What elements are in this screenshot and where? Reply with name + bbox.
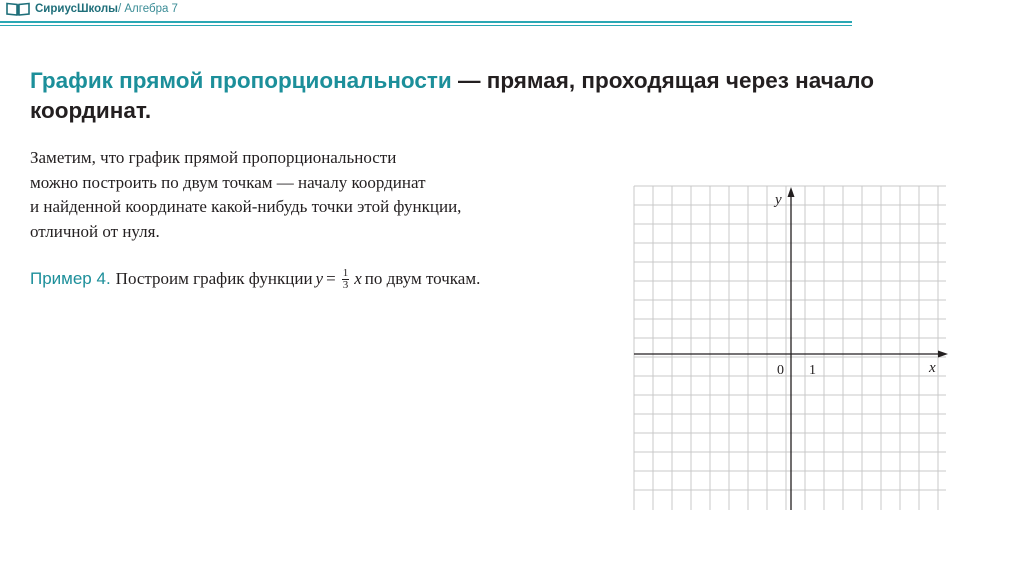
x-axis-arrow [938,351,948,358]
body-paragraph [30,146,620,244]
y-axis-label: y [775,192,782,208]
example-line [30,262,480,296]
fraction [342,268,350,291]
math-x: x [354,269,362,288]
brand-label [35,2,178,16]
open-book-icon [6,2,30,16]
title-accent: График прямой пропорциональности [30,68,452,93]
fraction-numerator: 1 [342,266,349,279]
y-axis-arrow [788,187,795,197]
body-line-3: и найденной координате какой-нибудь точки этой функции, [30,197,462,216]
title-rest: — прямая, проходящая через начало координат. [30,68,875,123]
body-line-4: отличной от нуля. [30,221,160,241]
coordinate-grid [630,182,960,517]
unit-label: 1 [809,363,816,378]
grid-lines [634,186,946,510]
brand [6,1,178,17]
brand-sub: / Алгебра 7 [118,3,178,15]
fraction-denominator: 3 [342,278,349,291]
header-rule [0,21,852,23]
origin-label: 0 [777,363,784,378]
page-title [30,66,970,126]
math-equals: = [326,269,336,288]
x-axis-label: x [929,360,936,376]
brand-main: СириусШколы [35,3,118,15]
body-line-2: можно построить по двум точкам — началу координат [30,172,426,192]
example-text: Построим график функции [115,269,313,288]
example-tail: по двум точкам. [364,269,481,288]
example-label: Пример 4. [30,269,111,288]
body-line-1: Заметим, что график прямой пропорциональности [30,148,397,167]
math-y: y [315,269,324,288]
header-rule-thin [0,25,852,26]
